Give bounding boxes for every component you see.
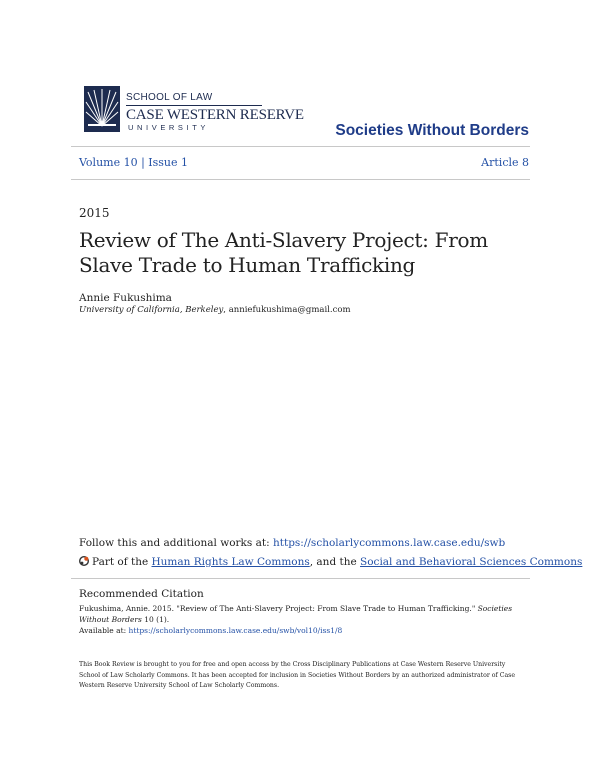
human-rights-law-commons-link[interactable]: Human Rights Law Commons (151, 556, 310, 568)
partof-connector: , and the (309, 556, 361, 568)
part-of-line (79, 556, 582, 568)
social-behavioral-sciences-commons-link[interactable]: Social and Behavioral Sciences Commons (360, 556, 583, 568)
logo-university-label: UNIVERSITY (128, 123, 210, 132)
volume-link[interactable]: Volume 10 (79, 156, 138, 169)
article-url-link[interactable]: https://scholarlycommons.law.case.edu/swb/vol10/iss1/8 (128, 626, 343, 635)
citation-journal: Societies Without Borders (79, 604, 513, 624)
article-number-link[interactable]: Article 8 (481, 156, 529, 169)
citation-volume: 10 (1). (141, 615, 170, 624)
available-at-line (79, 626, 342, 635)
author-affiliation (79, 305, 351, 315)
follow-url-link[interactable]: https://scholarlycommons.law.case.edu/swb (273, 537, 506, 549)
issue-link[interactable]: Issue 1 (148, 156, 189, 169)
citation-divider (71, 578, 530, 579)
follow-works-line (79, 537, 505, 549)
article-title: Review of The Anti-Slavery Project: From Slave Trade to Human Trafficking (79, 228, 488, 277)
issue-divider (71, 179, 530, 180)
affiliation-institution: University of California, Berkeley (79, 305, 224, 315)
breadcrumb-separator: | (137, 156, 149, 169)
logo-divider (126, 105, 262, 106)
sunburst-logo-icon (84, 86, 120, 132)
affiliation-email: , anniefukushima@gmail.com (223, 305, 351, 315)
logo-school-text: SCHOOL OF LAW (126, 92, 213, 103)
citation-text (79, 603, 529, 625)
recommended-citation-heading: Recommended Citation (79, 588, 204, 600)
access-notice: This Book Review is brought to you for free and open access by the Cross Disciplinary Publications at Case Western Reserve University School of Law Scholarly Commons. It has been accepted for inclusion in Societies Without Borders by an authorized administrator of Case Western Reserve University School of Law Scholarly Commons. (79, 661, 516, 689)
journal-title-link[interactable]: Societies Without Borders (335, 122, 529, 139)
issue-breadcrumb (79, 156, 188, 169)
logo-university-name: CASE WESTERN RESERVE (126, 107, 304, 123)
author-name: Annie Fukushima (79, 292, 172, 304)
law-school-logo[interactable] (84, 86, 304, 134)
partof-label: Part of the (92, 556, 152, 568)
publication-year: 2015 (79, 206, 110, 220)
header-divider (71, 146, 530, 147)
commons-network-icon (79, 556, 89, 566)
follow-label: Follow this and additional works at: (79, 537, 273, 549)
citation-body: Fukushima, Annie. 2015. "Review of The Anti-Slavery Project: From Slave Trade to Human Trafficking." (79, 604, 478, 613)
available-label: Available at: (79, 626, 129, 635)
